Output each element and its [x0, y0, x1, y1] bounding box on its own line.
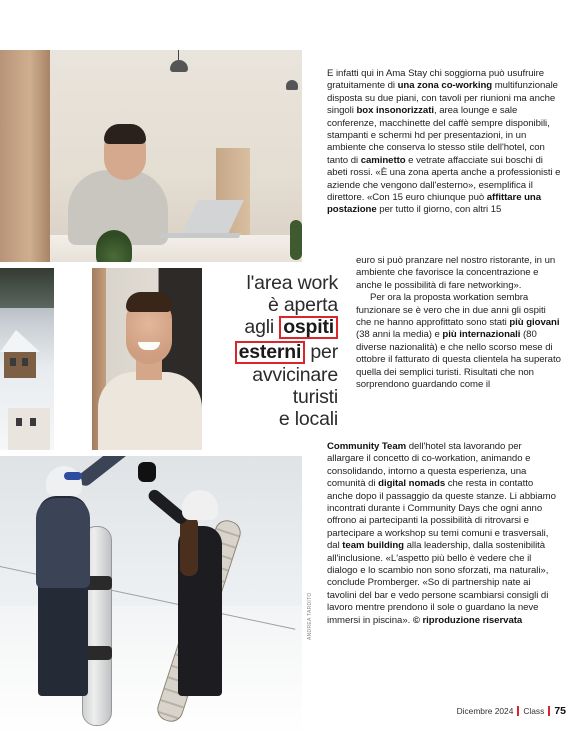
- footer-divider: [548, 706, 550, 716]
- article-paragraph: E infatti qui in Ama Stay chi soggiorna può usufruire gratuitamente di una zona co-working multifunzionale disposta su due piani, con tavoli per riunioni ma anche singoli box insonorizzati, area lounge e sale conferenze, macchinette del caffè sempre disponibili, stampanti e schermi hd per presentazioni, in un ambiente che conserva lo stesso stile dell'hotel, con tanto di caminetto e vetrate affacciate sui boschi di abeti rossi. «È una zona aperta anche a professionisti e aziende che vengono dall'esterno», esemplifica il direttore. «Con 15 euro chiunque può affittare una postazione per tutto il giorno, con altri 15: [327, 68, 561, 216]
- footer-divider: [517, 706, 519, 716]
- page-footer: [457, 705, 566, 717]
- quote-highlight: esterni: [235, 341, 306, 364]
- photo-snowy-village: [0, 268, 54, 450]
- photo-credit: ANDREA TARDITO: [307, 592, 313, 640]
- quote-highlight: ospiti: [279, 316, 338, 339]
- article-paragraph: Community Team dell'hotel sta lavorando per allargare il concetto di co-workation, animando e consolidando, intorno a questa esperienza, una comunità di digital nomads che resta in contatto anche dopo il passaggio da queste stanze. Li abbiamo incontrati durante i Community Days che ogni anno offrono ai partecipanti la possibilità di ritrovarsi e partecipare a workshop su temi comuni e trasversali, dal team building alla leadership, dalla sostenibilità all'inclusione. «L'aspetto più bello è vedere che il dialogo e lo scambio non sono sforzati, ma naturali», conclude Promberger. «So di partnership nate ai tavolini del bar e vedo persone scambiarsi consigli di lavoro mentre prendono il sole o guardano la neve immersi in piscina». © riproduzione riservata: [327, 441, 556, 626]
- page-number: 75: [554, 705, 566, 717]
- article-paragraph: euro si può pranzare nel nostro ristorante, in un ambiente che favorisce la concentrazione e anche le possibilità di fare networking». Per ora la proposta workation sembra funzionare se è vero che in due anni gli ospiti che ne hanno approfittato sono stati più giovani (38 anni la media) e più internazionali (80 diverse nazionalità) e che nello scorso mese di ottobre il fatturato di questa clientela ha superato quella dei semplici turisti. Risultati che non sorprendono guardando come il: [356, 255, 561, 391]
- footer-magazine: Class: [523, 706, 545, 716]
- footer-date: Dicembre 2024: [456, 706, 514, 716]
- photo-snowboarders: [0, 456, 302, 736]
- photo-man-laptop: [0, 50, 302, 262]
- pull-quote: l'area work è aperta agli ospiti esterni per avvicinare turisti e locali: [198, 272, 338, 430]
- photo-portrait-man: [92, 268, 202, 450]
